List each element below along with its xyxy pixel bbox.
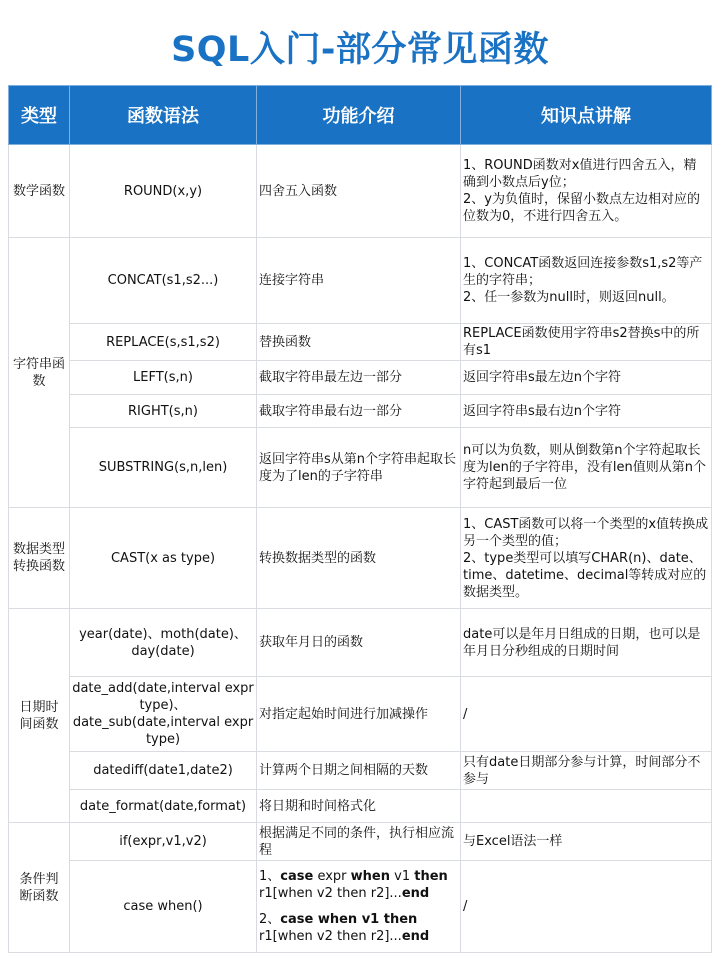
page-title: SQL入门-部分常见函数 (171, 30, 549, 70)
kw-case-when-then: case when v1 then (280, 912, 418, 927)
case-when-line2-prefix: 2、 (259, 912, 281, 927)
kw-end-2: end (401, 929, 430, 944)
case-when-line1-prefix: 1、 (259, 869, 281, 884)
knowledge-cell: 返回字符串s最左边n个字符 (461, 361, 712, 395)
table-row (9, 609, 712, 677)
knowledge-cell: 1、ROUND函数对x值进行四舍五入，精确到小数点后y位； 2、y为负值时，保留小数点左边相对应的位数为0，不进行四舍五入。 (461, 145, 712, 238)
table-row (9, 238, 712, 324)
table-row (9, 395, 712, 428)
syntax-cell: RIGHT(s,n) (70, 395, 257, 428)
syntax-cell: if(expr,v1,v2) (70, 823, 257, 861)
category-cast: 数据类型转换函数 (9, 508, 70, 609)
case-when-line1-rest: r1[when v2 then r2]... (259, 886, 402, 901)
kw-when: when (350, 869, 390, 884)
function-cell: 连接字符串 (257, 238, 461, 324)
function-cell: 返回字符串s从第n个字符串起取长度为了len的子字符串 (257, 428, 461, 508)
knowledge-cell: 返回字符串s最右边n个字符 (461, 395, 712, 428)
knowledge-cell: n可以为负数，则从倒数第n个字符起取长度为len的子字符串，没有len值则从第n个字符起到最后一位 (461, 428, 712, 508)
table-row (9, 790, 712, 823)
knowledge-cell: REPLACE函数使用字符串s2替换s中的所有s1 (461, 324, 712, 361)
category-date: 日期时间函数 (9, 609, 70, 823)
category-math: 数学函数 (9, 145, 70, 238)
header-type: 类型 (9, 86, 70, 145)
kw-case: case (280, 869, 314, 884)
function-cell: 替换函数 (257, 324, 461, 361)
header-syntax: 函数语法 (70, 86, 257, 145)
syntax-cell: datediff(date1,date2) (70, 752, 257, 790)
case-when-v1: v1 (390, 869, 415, 884)
table-row (9, 145, 712, 238)
syntax-cell: CAST(x as type) (70, 508, 257, 609)
header-function: 功能介绍 (257, 86, 461, 145)
syntax-cell: REPLACE(s,s1,s2) (70, 324, 257, 361)
function-cell: 转换数据类型的函数 (257, 508, 461, 609)
function-cell: 将日期和时间格式化 (257, 790, 461, 823)
case-when-syntax (257, 861, 461, 953)
knowledge-cell: 1、CAST函数可以将一个类型的x值转换成另一个类型的值； 2、type类型可以填写CHAR(n)、date、time、datetime、decimal等转成对应的数据类型。 (461, 508, 712, 609)
table-row (9, 324, 712, 361)
kw-then: then (414, 869, 448, 884)
function-cell: 截取字符串最右边一部分 (257, 395, 461, 428)
syntax-cell: case when() (70, 861, 257, 953)
table-row (9, 823, 712, 861)
functions-table (8, 85, 712, 953)
syntax-cell: SUBSTRING(s,n,len) (70, 428, 257, 508)
table-row (9, 677, 712, 752)
category-conditional: 条件判断函数 (9, 823, 70, 953)
case-when-line2-rest: r1[when v2 then r2]... (259, 929, 402, 944)
knowledge-cell: / (461, 861, 712, 953)
function-cell: 对指定起始时间进行加减操作 (257, 677, 461, 752)
knowledge-cell (461, 790, 712, 823)
syntax-cell: CONCAT(s1,s2...) (70, 238, 257, 324)
knowledge-cell: 与Excel语法一样 (461, 823, 712, 861)
function-cell: 四舍五入函数 (257, 145, 461, 238)
knowledge-cell: date可以是年月日组成的日期，也可以是年月日分秒组成的日期时间 (461, 609, 712, 677)
function-cell: 根据满足不同的条件，执行相应流程 (257, 823, 461, 861)
knowledge-cell: 1、CONCAT函数返回连接参数s1,s2等产生的字符串； 2、任一参数为null时，则返回null。 (461, 238, 712, 324)
table-header-row (9, 86, 712, 145)
syntax-cell: date_add(date,interval expr type)、date_sub(date,interval expr type) (70, 677, 257, 752)
table-row (9, 752, 712, 790)
function-cell: 计算两个日期之间相隔的天数 (257, 752, 461, 790)
header-knowledge: 知识点讲解 (461, 86, 712, 145)
knowledge-cell: 只有date日期部分参与计算，时间部分不参与 (461, 752, 712, 790)
function-cell: 截取字符串最左边一部分 (257, 361, 461, 395)
syntax-cell: LEFT(s,n) (70, 361, 257, 395)
knowledge-cell: / (461, 677, 712, 752)
table-row (9, 361, 712, 395)
category-string: 字符串函数 (9, 238, 70, 508)
table-row (9, 861, 712, 953)
case-when-expr: expr (313, 869, 351, 884)
syntax-cell: ROUND(x,y) (70, 145, 257, 238)
syntax-cell: date_format(date,format) (70, 790, 257, 823)
kw-end: end (401, 886, 430, 901)
syntax-cell: year(date)、moth(date)、day(date) (70, 609, 257, 677)
table-row (9, 428, 712, 508)
function-cell: 获取年月日的函数 (257, 609, 461, 677)
table-row (9, 508, 712, 609)
